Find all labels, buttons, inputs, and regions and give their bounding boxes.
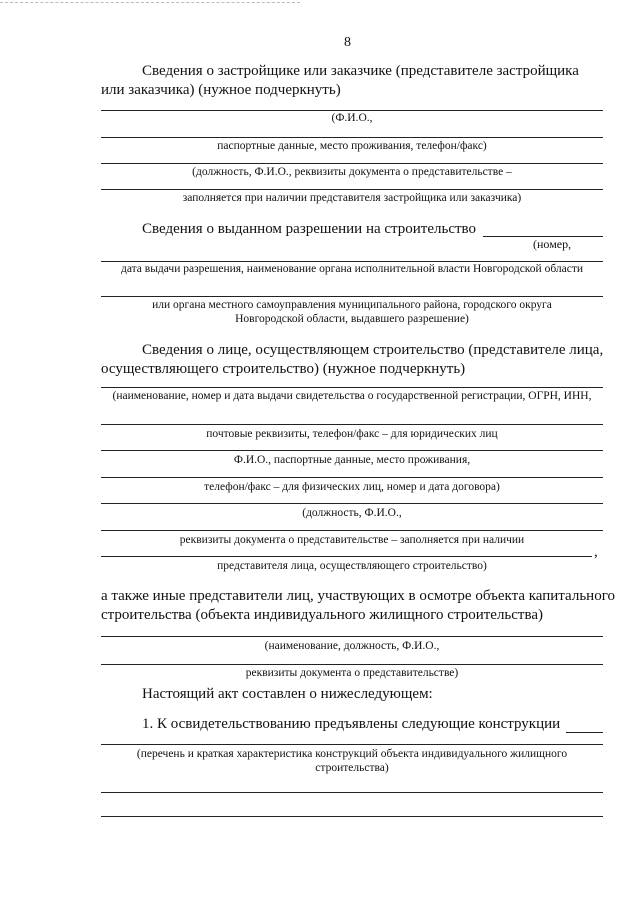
others-fill-line-1 [101,636,603,637]
builder-fill-line-3 [101,450,603,451]
developer-caption-position: (должность, Ф.И.О., реквизиты документа о представительстве – [192,166,512,178]
builder-fill-line-4 [101,477,603,478]
builder-caption-position: (должность, Ф.И.О., [302,507,402,519]
others-intro-line1: а также иные представители лиц, участвующих в осмотре объекта капитального [101,588,615,604]
builder-caption-doc: реквизиты документа о представительстве – заполняется при наличии [179,534,525,546]
developer-fill-line-3 [101,163,603,164]
act-fill-line-1 [101,744,603,745]
builder-fill-line-5 [101,503,603,504]
permit-caption-local2: Новгородской области, выдавшего разрешение) [235,313,469,325]
builder-intro-line2: осуществляющего строительство) (нужное подчеркнуть) [101,361,466,377]
builder-caption-postal: почтовые реквизиты, телефон/факс – для юридических лиц [206,428,498,440]
builder-fill-line-2 [101,424,603,425]
act-item-1: 1. К освидетельствованию предъявлены следующие конструкции [142,716,561,732]
permit-caption-local1: или органа местного самоуправления муниципального района, городского округа [152,299,552,311]
act-item-1-fill-line [566,732,603,733]
others-fill-line-2 [101,664,603,665]
builder-caption-phone: телефон/факс – для физических лиц, номер и дата договора) [204,481,500,493]
developer-intro-line1: Сведения о застройщике или заказчике (представителе застройщика [142,63,579,79]
builder-caption-name: (наименование, номер и дата выдачи свидетельства о государственной регистрации, ОГРН, ИНН, [112,390,592,402]
act-caption-list2: строительства) [315,762,389,774]
developer-caption-passport: паспортные данные, место проживания, телефон/факс) [217,140,487,152]
scan-artifact-line [0,2,300,3]
developer-fill-line-1 [101,110,603,111]
permit-fill-line-2 [101,296,603,297]
builder-caption-rep: представителя лица, осуществляющего строительство) [217,560,487,572]
act-caption-list1: (перечень и краткая характеристика конструкций объекта индивидуального жилищного [136,748,568,760]
builder-comma: , [594,544,598,560]
developer-caption-fio: (Ф.И.О., [331,112,373,124]
act-statement: Настоящий акт составлен о нижеследующем: [142,686,433,702]
permit-caption-date: дата выдачи разрешения, наименование органа исполнительной власти Новгородской области [120,263,584,275]
others-intro-line2: строительства (объекта индивидуального жилищного строительства) [101,607,544,623]
others-caption-doc: реквизиты документа о представительстве) [245,667,459,679]
others-caption-name: (наименование, должность, Ф.И.О., [264,640,440,652]
builder-fill-line-1 [101,387,603,388]
developer-intro-line2: или заказчика) (нужное подчеркнуть) [101,82,341,98]
builder-intro-line1: Сведения о лице, осуществляющем строительство (представителе лица, [142,342,604,358]
developer-caption-fill: заполняется при наличии представителя застройщика или заказчика) [182,192,522,204]
builder-fill-line-6 [101,530,603,531]
act-fill-line-2 [101,792,603,793]
act-fill-line-3 [101,816,603,817]
builder-fill-line-7 [101,556,592,557]
builder-caption-fio: Ф.И.О., паспортные данные, место проживания, [233,454,471,466]
permit-caption-number: (номер, [533,237,572,251]
developer-fill-line-4 [101,189,603,190]
permit-intro: Сведения о выданном разрешении на строительство [142,221,477,237]
developer-fill-line-2 [101,137,603,138]
permit-fill-line-1 [101,261,603,262]
page-number: 8 [344,35,351,50]
